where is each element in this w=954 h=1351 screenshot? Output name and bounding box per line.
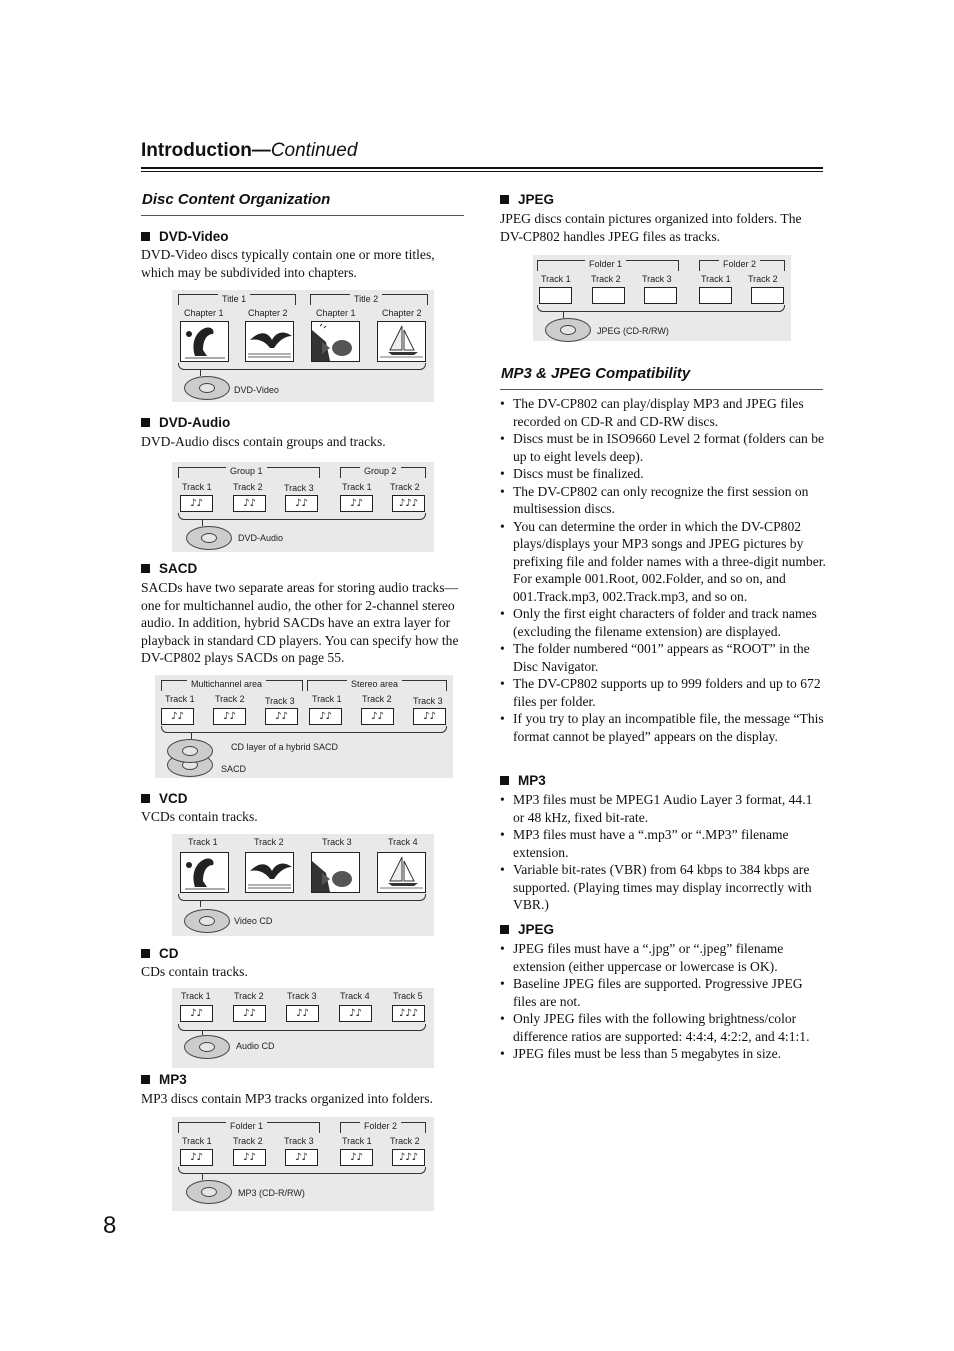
dvd-audio-text: DVD-Audio discs contain groups and tracks. — [141, 434, 386, 449]
sacd-text: SACDs have two separate areas for storing audio tracks—one for multichannel audio, the other for 2-channel stereo audio. In addition, hybrid SACDs have an extra layer for playback in standard CD players. You can specify how the DV-CP802 plays SACDs on page 55. — [141, 580, 459, 666]
music-note-icon: ♪♪♪ — [392, 1149, 425, 1166]
track-label: Track 2 — [254, 837, 284, 847]
track-label: Track 4 — [340, 991, 370, 1001]
music-note-icon: ♪♪ — [285, 1149, 318, 1166]
section-rule — [141, 215, 464, 216]
track-label: Track 1 — [701, 274, 731, 284]
track-label: Track 2 — [748, 274, 778, 284]
jpeg-heading: JPEG — [500, 192, 554, 207]
track-label: Track 3 — [265, 696, 295, 706]
disc-label: MP3 (CD-R/RW) — [238, 1188, 305, 1198]
track-label: Track 1 — [181, 991, 211, 1001]
picture-file-box — [592, 287, 625, 304]
disc-icon — [186, 526, 232, 550]
track-label: Track 1 — [312, 694, 342, 704]
square-bullet-icon — [141, 794, 150, 803]
dolphin-picture-icon — [180, 852, 229, 893]
header-continued: Continued — [270, 140, 358, 161]
stereo-area-label: Stereo area — [347, 679, 402, 689]
group-1-label: Group 1 — [226, 466, 267, 476]
music-note-icon: ♪♪ — [233, 495, 266, 512]
music-note-icon: ♪♪ — [309, 708, 342, 725]
dvd-video-text: DVD-Video discs typically contain one or more titles, which may be subdivided into chapters. — [141, 247, 435, 280]
dvd-video-heading: DVD-Video — [141, 229, 229, 244]
square-bullet-icon — [141, 564, 150, 573]
disc-icon — [184, 1035, 230, 1059]
fish-picture-icon — [311, 852, 360, 893]
bird-picture-icon — [245, 321, 294, 362]
disc-label: JPEG (CD-R/RW) — [597, 326, 669, 336]
vcd-heading: VCD — [141, 791, 188, 806]
chapter-label: Chapter 1 — [316, 308, 356, 318]
chapter-label: Chapter 2 — [248, 308, 288, 318]
multichannel-area-label: Multichannel area — [187, 679, 266, 689]
square-bullet-icon — [500, 925, 509, 934]
jpeg-list — [500, 940, 826, 1063]
cd-heading: CD — [141, 946, 179, 961]
folder-2-label: Folder 2 — [360, 1121, 401, 1131]
track-label: Track 3 — [642, 274, 672, 284]
cd-text: CDs contain tracks. — [141, 964, 248, 979]
music-note-icon: ♪♪ — [286, 1005, 319, 1022]
track-label: Track 2 — [390, 482, 420, 492]
music-note-icon: ♪♪♪ — [392, 495, 425, 512]
cd-layer-label: CD layer of a hybrid SACD — [231, 742, 339, 752]
folder-1-label: Folder 1 — [226, 1121, 267, 1131]
list-item: • Variable bit-rates (VBR) from 64 kbps to 384 kbps are supported. (Playing times may display incorrectly with VBR.) — [500, 861, 826, 914]
track-label: Track 3 — [284, 483, 314, 493]
sailboat-picture-icon — [377, 852, 426, 893]
music-note-icon: ♪♪ — [340, 495, 373, 512]
mp3-text: MP3 discs contain MP3 tracks organized into folders. — [141, 1091, 433, 1106]
music-note-icon: ♪♪ — [339, 1005, 372, 1022]
title-2-label: Title 2 — [350, 294, 382, 304]
music-note-icon: ♪♪ — [361, 708, 394, 725]
mp3-list — [500, 791, 826, 914]
music-note-icon: ♪♪ — [233, 1149, 266, 1166]
list-item: • MP3 files must have a “.mp3” or “.MP3” filename extension. — [500, 826, 826, 861]
fish-picture-icon — [311, 321, 360, 362]
list-item: • JPEG files must have a “.jpg” or “.jpeg” filename extension (either uppercase or lowercase is OK). — [500, 940, 826, 975]
picture-file-box — [699, 287, 732, 304]
square-bullet-icon — [500, 195, 509, 204]
list-item: • If you try to play an incompatible file, the message “This format cannot be played” appears on the display. — [500, 710, 826, 745]
dvd-video-diagram — [172, 290, 434, 402]
chapter-label: Chapter 2 — [382, 308, 422, 318]
group-2-label: Group 2 — [360, 466, 401, 476]
square-bullet-icon — [141, 1075, 150, 1084]
list-item: • The DV-CP802 can play/display MP3 and JPEG files recorded on CD-R and CD-RW discs. — [500, 395, 826, 430]
sacd-hybrid-disc-icon — [167, 739, 213, 763]
disc-label: Video CD — [234, 916, 273, 926]
list-item: • JPEG files must be less than 5 megabytes in size. — [500, 1045, 826, 1063]
bird-picture-icon — [245, 852, 294, 893]
track-label: Track 3 — [284, 1136, 314, 1146]
disc-label: SACD — [221, 764, 247, 774]
sacd-diagram — [155, 675, 453, 778]
mp3-heading: MP3 — [141, 1072, 187, 1087]
track-label: Track 3 — [413, 696, 443, 706]
music-note-icon: ♪♪ — [180, 1149, 213, 1166]
track-label: Track 2 — [390, 1136, 420, 1146]
compat-list — [500, 395, 826, 745]
list-item: • The folder numbered “001” appears as “ROOT” in the Disc Navigator. — [500, 640, 826, 675]
dolphin-picture-icon — [180, 321, 229, 362]
mp3-diagram — [172, 1117, 434, 1211]
disc-icon — [184, 909, 230, 933]
section-title-compat: MP3 & JPEG Compatibility — [501, 365, 691, 382]
track-label: Track 1 — [541, 274, 571, 284]
title-1-label: Title 1 — [218, 294, 250, 304]
music-note-icon: ♪♪ — [340, 1149, 373, 1166]
track-label: Track 2 — [215, 694, 245, 704]
jpeg-diagram — [533, 255, 791, 341]
folder-2-label: Folder 2 — [719, 259, 760, 269]
list-item: • Only JPEG files with the following brightness/color difference ratios are supported: 4:4:4, 4:2:2, and 4:1:1. — [500, 1010, 826, 1045]
header-title: Introduction— — [141, 140, 271, 161]
list-item: • Baseline JPEG files are supported. Progressive JPEG files are not. — [500, 975, 826, 1010]
music-note-icon: ♪♪ — [233, 1005, 266, 1022]
header-rule-thin — [141, 171, 823, 172]
track-label: Track 2 — [362, 694, 392, 704]
page-number: 8 — [103, 1212, 117, 1239]
track-label: Track 3 — [287, 991, 317, 1001]
music-note-icon: ♪♪ — [180, 495, 213, 512]
square-bullet-icon — [141, 418, 150, 427]
track-label: Track 1 — [182, 482, 212, 492]
list-item: • MP3 files must be MPEG1 Audio Layer 3 format, 44.1 or 48 kHz, fixed bit-rate. — [500, 791, 826, 826]
vcd-diagram — [172, 834, 434, 936]
dvd-audio-heading: DVD-Audio — [141, 415, 230, 430]
music-note-icon: ♪♪♪ — [392, 1005, 425, 1022]
track-label: Track 1 — [182, 1136, 212, 1146]
track-label: Track 2 — [233, 482, 263, 492]
sacd-heading: SACD — [141, 561, 197, 576]
music-note-icon: ♪♪ — [413, 708, 446, 725]
page-header — [141, 140, 357, 162]
jpeg-text: JPEG discs contain pictures organized into folders. The DV-CP802 handles JPEG files as tracks. — [500, 211, 802, 244]
music-note-icon: ♪♪ — [265, 708, 298, 725]
section-title-disc-content: Disc Content Organization — [142, 191, 331, 208]
folder-1-label: Folder 1 — [585, 259, 626, 269]
track-label: Track 1 — [342, 482, 372, 492]
disc-label: DVD-Video — [234, 385, 279, 395]
vcd-text: VCDs contain tracks. — [141, 809, 258, 824]
header-rule — [141, 167, 823, 169]
mp3-subheading: MP3 — [500, 773, 546, 788]
track-label: Track 1 — [188, 837, 218, 847]
list-item: • The DV-CP802 can only recognize the first session on multisession discs. — [500, 483, 826, 518]
disc-label: DVD-Audio — [238, 533, 284, 543]
disc-label: Audio CD — [236, 1041, 275, 1051]
picture-file-box — [644, 287, 677, 304]
music-note-icon: ♪♪ — [285, 495, 318, 512]
disc-icon — [184, 376, 230, 400]
track-label: Track 2 — [591, 274, 621, 284]
chapter-label: Chapter 1 — [184, 308, 224, 318]
track-label: Track 1 — [342, 1136, 372, 1146]
sailboat-picture-icon — [377, 321, 426, 362]
music-note-icon: ♪♪ — [180, 1005, 213, 1022]
picture-file-box — [539, 287, 572, 304]
disc-icon — [545, 318, 591, 342]
track-label: Track 3 — [322, 837, 352, 847]
list-item: • Discs must be in ISO9660 Level 2 format (folders can be up to eight levels deep). — [500, 430, 826, 465]
music-note-icon: ♪♪ — [161, 708, 194, 725]
picture-file-box — [751, 287, 784, 304]
cd-diagram — [172, 988, 434, 1068]
track-label: Track 4 — [388, 837, 418, 847]
jpeg-subheading: JPEG — [500, 922, 554, 937]
list-item: • You can determine the order in which the DV-CP802 plays/displays your MP3 songs and JPEG pictures by prefixing file and folder names with a three-digit number. For example 001.Root, 002.Folder, and so on, and 001.Track.mp3, 002.Track.mp3, and so on. — [500, 518, 826, 606]
square-bullet-icon — [500, 776, 509, 785]
list-item: • Discs must be finalized. — [500, 465, 826, 483]
track-label: Track 1 — [165, 694, 195, 704]
track-label: Track 2 — [233, 1136, 263, 1146]
square-bullet-icon — [141, 949, 150, 958]
track-label: Track 5 — [393, 991, 423, 1001]
square-bullet-icon — [141, 232, 150, 241]
track-label: Track 2 — [234, 991, 264, 1001]
section-rule — [500, 389, 823, 390]
list-item: • Only the first eight characters of folder and track names (excluding the filename extension) are displayed. — [500, 605, 826, 640]
list-item: • The DV-CP802 supports up to 999 folders and up to 672 files per folder. — [500, 675, 826, 710]
disc-icon — [186, 1180, 232, 1204]
music-note-icon: ♪♪ — [213, 708, 246, 725]
dvd-audio-diagram — [172, 462, 434, 552]
